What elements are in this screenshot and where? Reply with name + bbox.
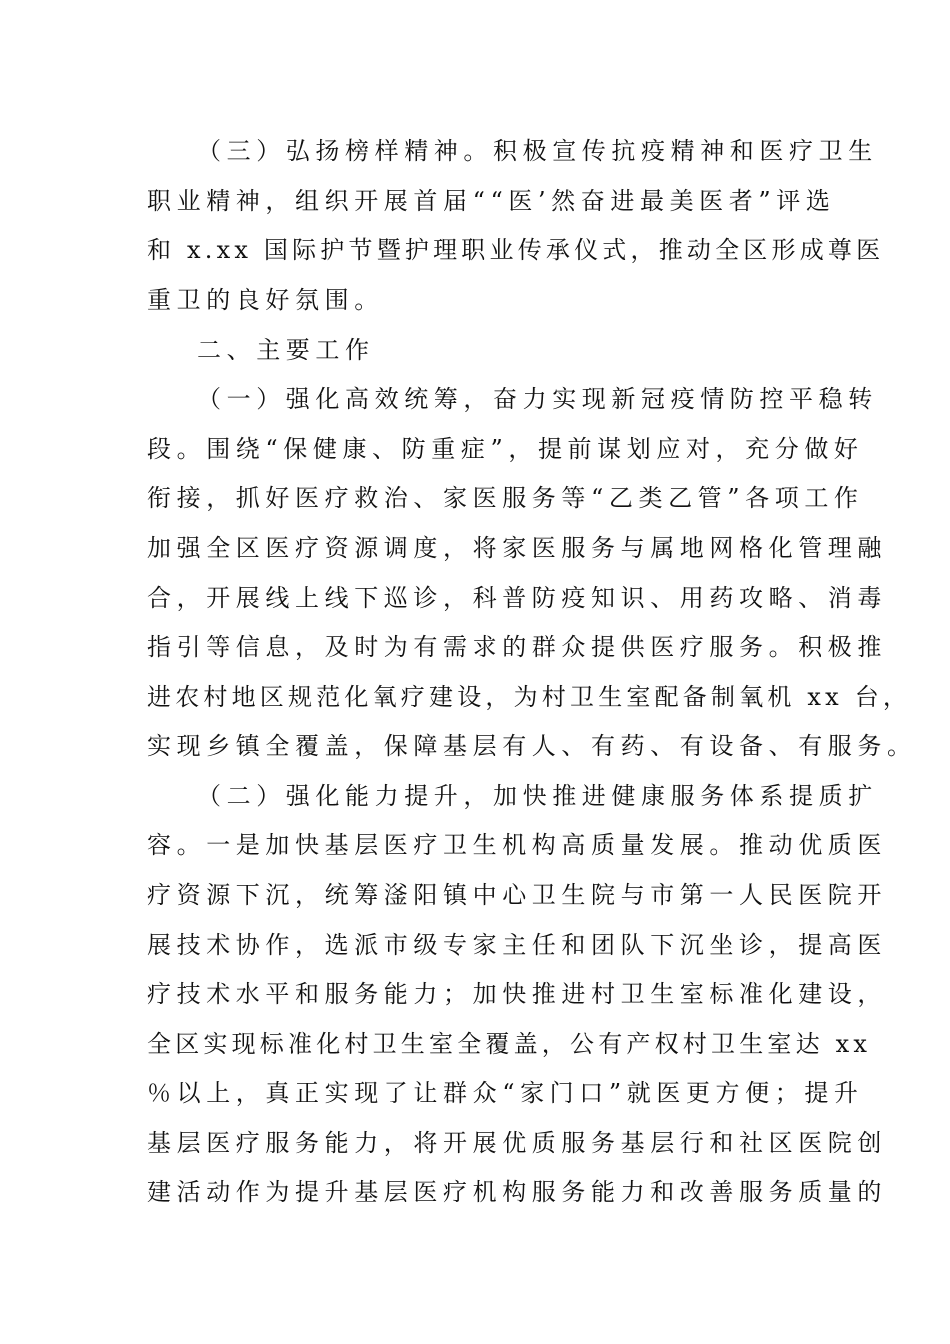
paragraph-1-line-4: 加强全区医疗资源调度，将家医服务与属地网格化管理融 (147, 534, 887, 562)
paragraph-1-line-1: （一）强化高效统筹，奋力实现新冠疫情防控平稳转 (197, 385, 878, 413)
section-heading: 二、主要工作 (197, 336, 375, 364)
paragraph-2-line-3: 疗资源下沉，统筹滏阳镇中心卫生院与市第一人民医院开 (147, 881, 887, 909)
paragraph-2-line-1: （二）强化能力提升，加快推进健康服务体系提质扩 (197, 782, 878, 810)
paragraph-1-line-5: 合，开展线上线下巡诊，科普防疫知识、用药攻略、消毒 (147, 584, 887, 612)
paragraph-1-line-7: 进农村地区规范化氧疗建设，为村卫生室配备制氧机 xx 台， (147, 683, 912, 711)
paragraph-1-line-3: 衔接，抓好医疗救治、家医服务等“乙类乙管”各项工作 (147, 484, 864, 512)
paragraph-3-line-4: 重卫的良好氛围。 (147, 286, 384, 314)
paragraph-2-line-5: 疗技术水平和服务能力；加快推进村卫生室标准化建设， (147, 980, 887, 1008)
paragraph-1-line-6: 指引等信息，及时为有需求的群众提供医疗服务。积极推 (147, 633, 887, 661)
paragraph-3-line-2: 职业精神，组织开展首届““医’然奋进最美医者”评选 (147, 187, 836, 215)
paragraph-2-line-7: ％以上，真正实现了让群众“家门口”就医更方便；提升 (147, 1079, 864, 1107)
paragraph-3-line-1: （三）弘扬榜样精神。积极宣传抗疫精神和医疗卫生 (197, 137, 878, 165)
paragraph-2-line-9: 建活动作为提升基层医疗机构服务能力和改善服务质量的 (147, 1178, 887, 1206)
paragraph-1-line-2: 段。围绕“保健康、防重症”，提前谋划应对，充分做好 (147, 435, 864, 463)
paragraph-1-line-8: 实现乡镇全覆盖，保障基层有人、有药、有设备、有服务。 (147, 732, 917, 760)
paragraph-3-line-3: 和 x.xx 国际护节暨护理职业传承仪式，推动全区形成尊医 (147, 236, 885, 264)
paragraph-2-line-4: 展技术协作，选派市级专家主任和团队下沉坐诊，提高医 (147, 931, 887, 959)
paragraph-2-line-8: 基层医疗服务能力，将开展优质服务基层行和社区医院创 (147, 1129, 887, 1157)
paragraph-2-line-2: 容。一是加快基层医疗卫生机构高质量发展。推动优质医 (147, 831, 887, 859)
paragraph-2-line-6: 全区实现标准化村卫生室全覆盖，公有产权村卫生室达 xx (147, 1030, 872, 1058)
